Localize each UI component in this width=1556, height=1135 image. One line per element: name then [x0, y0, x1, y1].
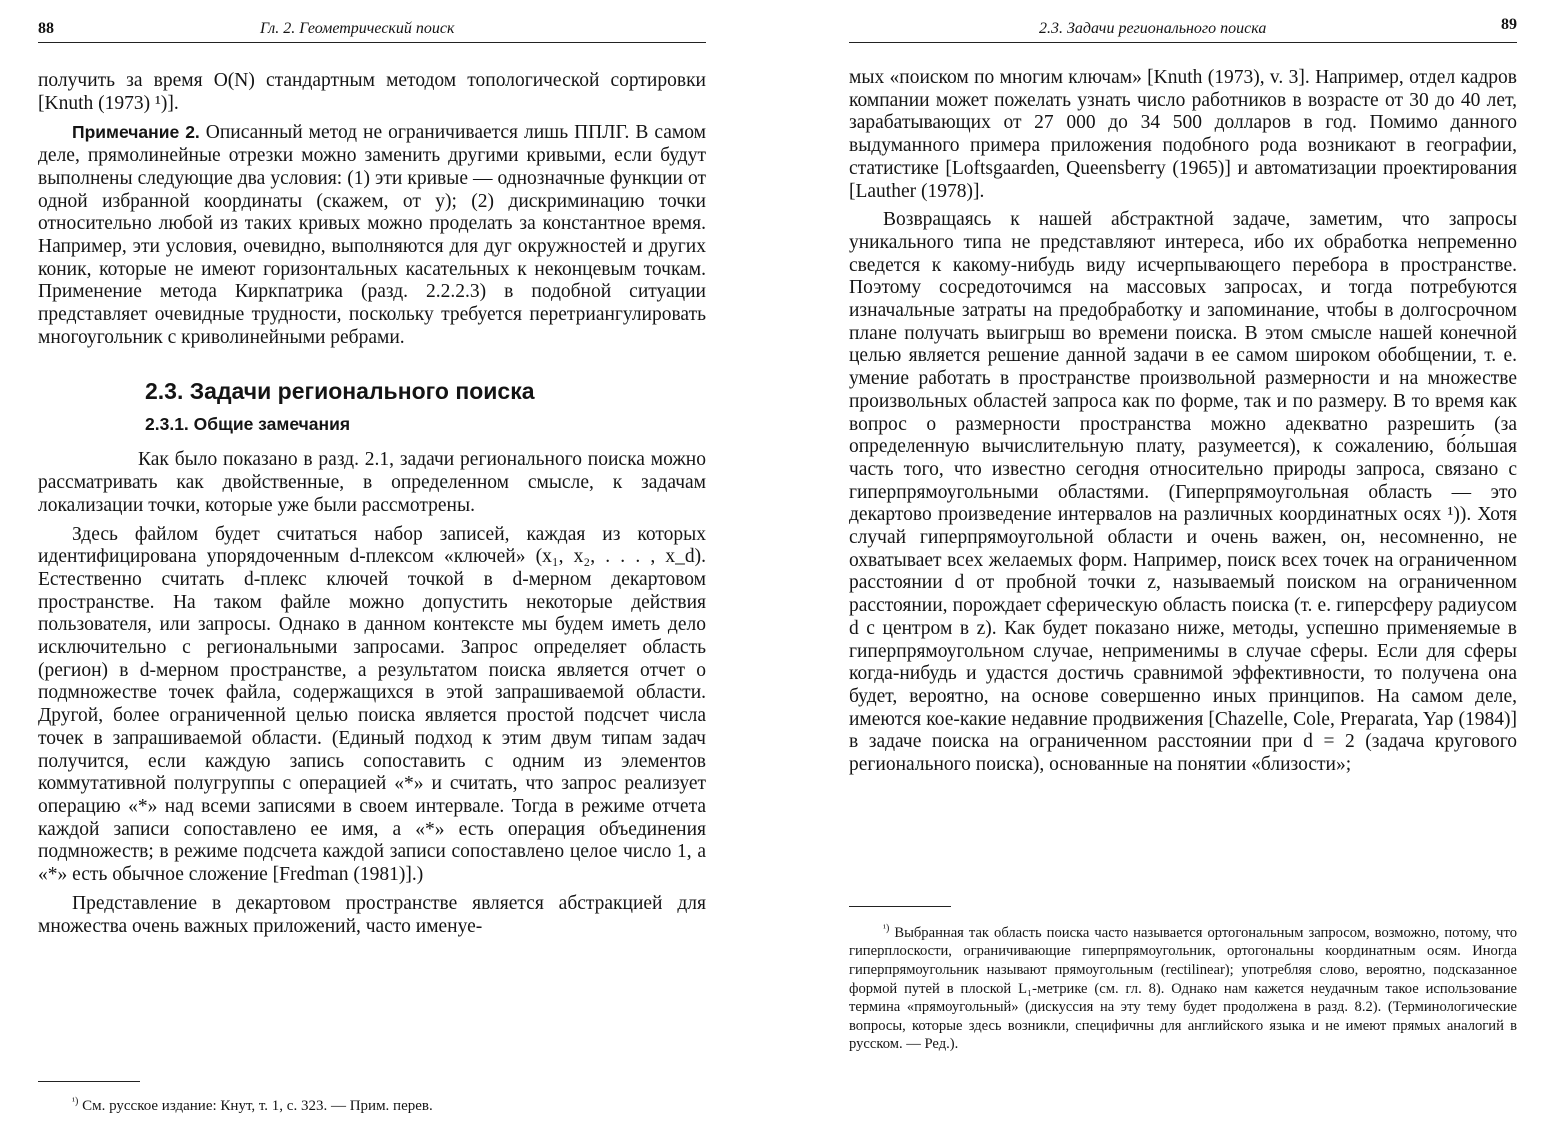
remark-paragraph	[38, 121, 706, 349]
left-running-head	[38, 16, 706, 43]
left-footnote-mark: ¹)	[72, 1096, 79, 1107]
right-running-title: 2.3. Задачи регионального поиска	[1039, 20, 1267, 37]
right-footnote-text: Выбранная так область поиска часто называется ортогональным запросом, возможно, потому, что гиперплоскости, ограничивающие гиперпрямоугольник, ортогональны координатным осям. Иногда гиперпрямоугольник называют прямоугольным (rectilinear); употребляя слово, вероятно, подсказанное формой путей в плоской L₁-метрике (см. гл. 8). Однако нам кажется неудачным такое использование термина «прямоугольный» (дискуссия на эту тему будет продолжена в разд. 8.2). (Терминологические вопросы, которые здесь возникли, специфичны для английского языка и не имеют прямых аналогий в русском. — Ред.).	[849, 924, 1517, 1053]
left-footnote-rule	[38, 1081, 140, 1082]
para-files: Здесь файлом будет считаться набор записей, каждая из которых идентифицирована упорядоченным d-плексом «ключей» (x₁, x₂, . . . , x_d). Естественно считать d-плекс ключей точкой в d-мерном декартовом пространстве. На таком файле можно допустить некоторые действия пользователя, или запросы. Однако в данном контексте мы будем иметь дело исключительно с региональными запросами. Запрос определяет область (регион) в d-мерном пространстве, а результатом поиска является отчет о подмножестве точек файла, содержащихся в этой запрашиваемой области. Другой, более ограниченной целью поиска является простой подсчет числа точек в запрашиваемой области. (Единый подход к этим двум типам задач получится, если каждую запись сопоставить с одним из элементов коммутативной полугруппы с операцией «*» и считать, что запрос реализует операцию «*» над всеми записями в своем интервале. Тогда в режиме отчета каждой записи сопоставлено ее имя, а «*» есть операция объединения подмножеств; в режиме подсчета каждой записи сопоставлено целое число 1, а «*» есть обычное сложение [Fredman (1981)].)	[38, 523, 706, 886]
left-body	[38, 70, 706, 944]
remark-text: Описанный метод не ограничивается лишь ППЛГ. В самом деле, прямолинейные отрезки можно заменить другими кривыми, если будут выполнены следующие два условия: (1) эти кривые — однозначные функции от одной избранной координаты (скажем, от y); (2) дискриминацию точки относительно любой из таких кривых можно проделать за константное время. Например, эти условия, очевидно, выполняются для дуг окружностей и других коник, которые не имеют горизонтальных касательных к неконцевым точкам. Применение метода Киркпатрика (разд. 2.2.2.3) в подобной ситуации представляет очевидные трудности, поскольку требуется перетриангулировать многоугольник с криволинейными ребрами.	[38, 122, 706, 348]
right-body	[849, 67, 1517, 783]
left-para-carryover: получить за время O(N) стандартным методом топологической сортировки [Knuth (1973) ¹)].	[38, 70, 706, 114]
right-page-number: 89	[1501, 16, 1517, 33]
right-footnote-mark: ¹)	[883, 923, 890, 934]
right-footnote-rule	[849, 906, 951, 907]
section-title: 2.3. Задачи регионального поиска	[145, 378, 535, 405]
left-page-number: 88	[38, 20, 54, 37]
right-para-carryover: мых «поиском по многим ключам» [Knuth (1973), v. 3]. Например, отдел кадров компании может пожелать узнать число работников в возрасте от 30 до 40 лет, зарабатывающих от 27 000 до 34 500 долларов в год. Помимо данного выдуманного примера приложения подобного рода возникают в географии, статистике [Loftsgaarden, Queensberry (1965)] и автоматизации проектирования [Lauther (1978)].	[849, 67, 1517, 202]
right-footnote	[849, 920, 1517, 1054]
remark-label: Примечание 2.	[72, 122, 200, 143]
left-footnote-text: См. русское издание: Кнут, т. 1, с. 323. — Прим. перев.	[78, 1098, 433, 1114]
left-running-title: Гл. 2. Геометрический поиск	[260, 20, 455, 37]
right-running-head	[849, 16, 1517, 43]
left-footnote	[38, 1093, 706, 1115]
subsection-title: 2.3.1. Общие замечания	[145, 414, 351, 435]
para-intro: Как было показано в разд. 2.1, задачи регионального поиска можно рассматривать как двойственные, в определенном смысле, к задачам локализации точки, которые уже были рассмотрены.	[38, 449, 706, 516]
left-page	[38, 0, 706, 1135]
para-tail: Представление в декартовом пространстве является абстракцией для множества очень важных приложений, часто именуе-	[38, 892, 706, 937]
right-page	[849, 0, 1517, 1135]
right-para-main: Возвращаясь к нашей абстрактной задаче, заметим, что запросы уникального типа не представляют интереса, ибо их обработка непременно сведется к какому-нибудь виду исчерпывающего перебора в пространстве. Поэтому сосредоточимся на массовых запросах, и тогда потребуются изначальные затраты на предобработку и запоминание, чтобы в долгосрочном плане получать выигрыш во времени поиска. В этом смысле нашей конечной целью является решение данной задачи в ее самом широком обобщении, т. е. умение работать в пространстве произвольной размерности и на множестве произвольных областей запроса как по форме, так и по размеру. В то время как вопрос о размерности пространства можно адекватно разрешить (за определенную вычислительную плату, разумеется), к сожалению, бо́льшая часть того, что известно сегодня относительно природы запроса, связано с гиперпрямоугольными областями. (Гиперпрямоугольная область — это декартово произведение интервалов на различных координатных осях ¹)). Хотя случай гиперпрямоугольной области и очень важен, он, несомненно, не охватывает всех желаемых форм. Например, поиск всех точек на ограниченном расстоянии d от пробной точки z, называемый поиском на ограниченном расстоянии, порождает сферическую область поиска (т. е. гиперсферу радиусом d с центром в z). Как будет показано ниже, методы, успешно применяемые в гиперпрямоугольном случае, неприменимы в случае сферы. Если для сферы когда-нибудь и удастся достичь сравнимой эффективности, то получена она будет, вероятно, на основе совершенно иных принципов. На самом деле, имеются кое-какие недавние продвижения [Chazelle, Cole, Preparata, Yap (1984)] в задаче поиска на ограниченном расстоянии при d = 2 (задача кругового регионального поиска), основанные на понятии «близости»;	[849, 209, 1517, 776]
